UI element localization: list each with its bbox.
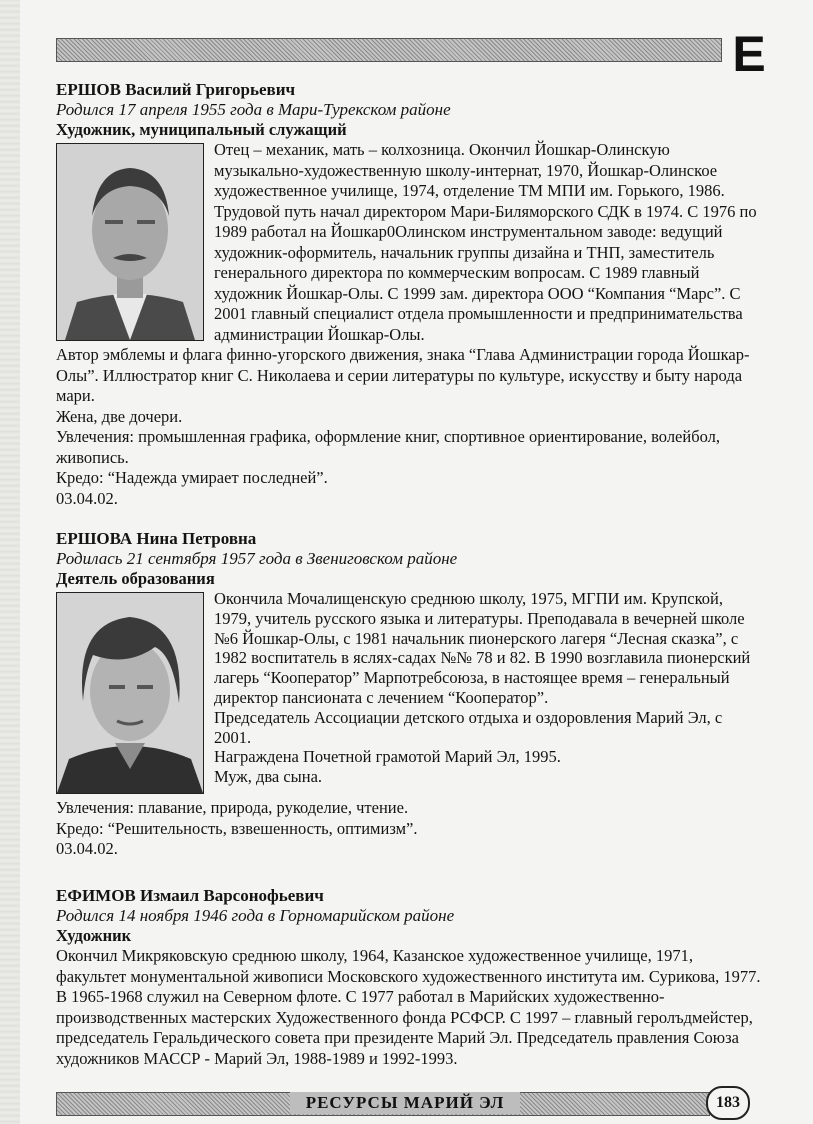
- section-letter: Е: [732, 26, 766, 82]
- entry-efimov-izmail: [56, 886, 761, 1069]
- entry-name: ЕФИМОВ Измаил Варсонофьевич: [56, 886, 324, 905]
- header-band: [56, 38, 722, 62]
- entry-paragraph: Награждена Почетной грамотой Марий Эл, 1995.: [214, 747, 561, 767]
- entry-ershov-vasily: [56, 80, 761, 509]
- portrait-photo: [56, 143, 204, 341]
- entry-ershova-nina: [56, 529, 761, 860]
- entry-paragraph: Окончила Мочалищенскую среднюю школу, 1975, МГПИ им. Крупской, 1979, учитель русского языка и литературы. Преподавала в вечерней школе №6 Йошкар-Олы, с 1981 начальник пионерского лагеря “Лесная сказка”, с 1982 воспитатель в яслях-садах №№ 78 и 82. В 1990 возглавила пионерский лагерь “Кооператор” Марпотребсоюза, в настоящее время – генеральный директор пансионата с лечением “Кооператор”.: [214, 589, 751, 707]
- entry-birth: Родилась 21 сентября 1957 года в Звениговском районе: [56, 549, 458, 568]
- page-edge-shadow: [0, 0, 20, 1124]
- entry-name: ЕРШОВ Василий Григорьевич: [56, 80, 296, 99]
- entry-paragraph: Отец – механик, мать – колхозница. Окончил Йошкар-Олинскую музыкально-художественную школу-интернат, 1970, Йошкар-Олинское художественное училище, 1974, отделение ТМ МПИ им. Горького, 1986. Трудовой путь начал директором Мари-Биляморского СДК в 1974. С 1976 по 1989 работал на Йошкар0Олинском инструментальном заводе: ведущий художник-оформитель, начальник группы дизайна и ТНП, заместитель генерального директора по коммерческим вопросам. С 1989 главный художник Йошкар-Олы. С 1999 зам. директора ООО “Компания “Марс”. С 2001 главный специалист отдела промышленности и предпринимательства администрации Йошкар-Олы.: [214, 140, 757, 344]
- entry-paragraph: Автор эмблемы и флага финно-угорского движения, знака “Глава Администрации города Йошкар-Олы”. Иллюстратор книг С. Николаева и серии литературы по культуре, искусству и быту народа мари.: [56, 345, 750, 405]
- portrait-photo: [56, 592, 204, 794]
- entry-profession: Деятель образования: [56, 569, 215, 588]
- entry-paragraph: Кредо: “Решительность, взвешенность, оптимизм”.: [56, 818, 418, 838]
- page-number: 183: [706, 1086, 750, 1120]
- entry-paragraph: Муж, два сына.: [214, 767, 323, 787]
- entry-profession: Художник, муниципальный служащий: [56, 120, 347, 139]
- entry-paragraph: Председатель Ассоциации детского отдыха и оздоровления Марий Эл, с 2001.: [214, 707, 723, 747]
- entry-paragraph: Увлечения: плавание, природа, рукоделие, чтение.: [56, 798, 409, 817]
- entry-paragraph: Кредо: “Надежда умирает последней”.: [56, 468, 328, 487]
- entry-paragraph: Окончил Микряковскую среднюю школу, 1964, Казанское художественное училище, 1971, факультет монументальной живописи Московского художественного института им. Сурикова, 1977. В 1965-1968 служил на Северном флоте. С 1977 работал в Марийских художественно-производственных мастерских Художественного фонда РСФСР. С 1997 – главный геролъдмейстер, председатель Геральдического совета при президенте Марий Эл. Председатель правления Союза художников МАССР - Марий Эл, 1988-1989 и 1992-1993.: [56, 946, 761, 1068]
- entry-date: 03.04.02.: [56, 839, 118, 858]
- entry-birth: Родился 14 ноября 1946 года в Горномарийском районе: [56, 906, 455, 925]
- entry-paragraph: Увлечения: промышленная графика, оформление книг, спортивное ориентирование, волейбол, живопись.: [56, 427, 720, 467]
- footer-title: РЕСУРСЫ МАРИЙ ЭЛ: [290, 1092, 520, 1114]
- entry-profession: Художник: [56, 926, 132, 945]
- entry-paragraph: Жена, две дочери.: [56, 406, 183, 426]
- entry-date: 03.04.02.: [56, 488, 118, 508]
- entry-birth: Родился 17 апреля 1955 года в Мари-Турекском районе: [56, 100, 451, 119]
- entry-name: ЕРШОВА Нина Петровна: [56, 529, 257, 548]
